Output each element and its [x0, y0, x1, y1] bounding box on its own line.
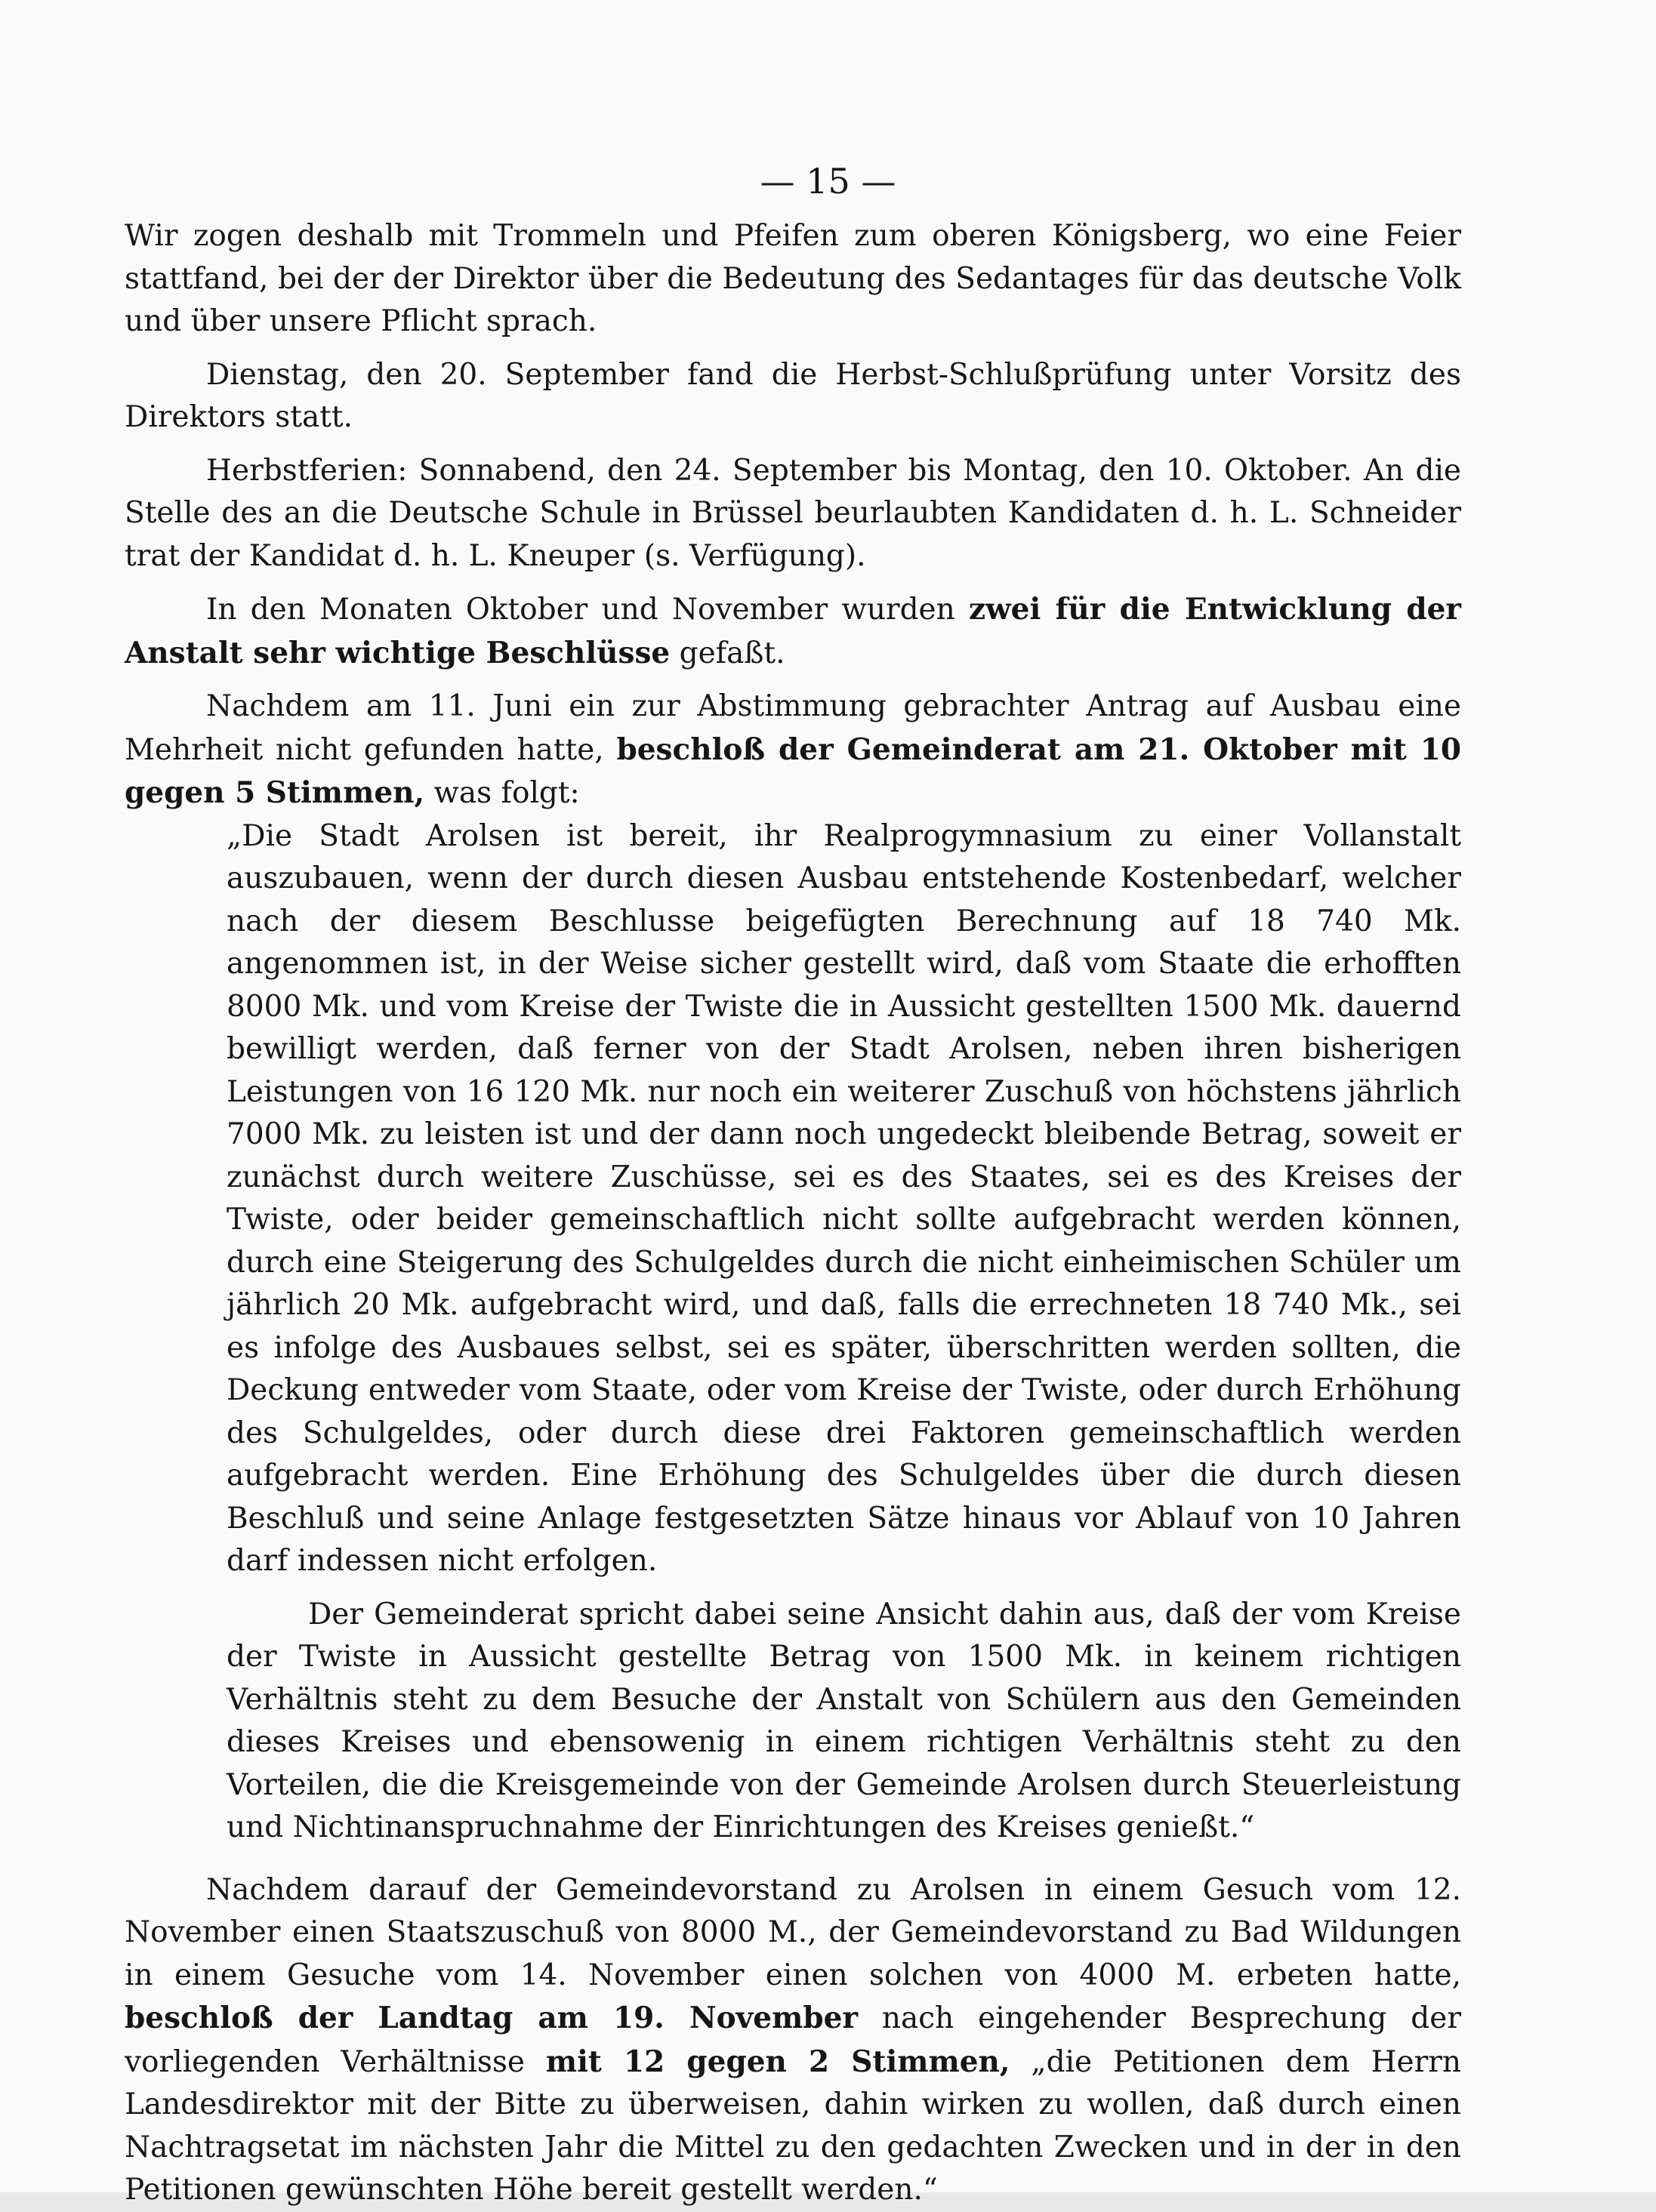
quote-paragraph-expansion: „Die Stadt Arolsen ist bereit, ihr Realprogymnasium zu einer Vollanstalt auszubauen, wenn der durch diesen Ausbau entstehende Kostenbedarf, welcher nach der diesem Beschlusse beigefügten Berechnung auf 18 740 Mk. angenommen ist, in der Weise sicher gestellt wird, daß vom Staate die erhofften 8000 Mk. und vom Kreise der Twiste die in Aussicht gestellten 1500 Mk. dauernd bewilligt werden, daß ferner von der Stadt Arolsen, neben ihren bisherigen Leistungen von 16 120 Mk. nur noch ein weiterer Zuschuß von höchstens jährlich 7000 Mk. zu leisten ist und der dann noch ungedeckt bleibende Betrag, soweit er zunächst durch weitere Zuschüsse, sei es des Staates, sei es des Kreises der Twiste, oder beider gemeinschaftlich nicht sollte aufgebracht werden können, durch eine Steigerung des Schulgeldes durch die nicht einheimischen Schüler um jährlich 20 Mk. aufgebracht wird, und daß, falls die errechneten 18 740 Mk., sei es infolge des Ausbaues selbst, sei es später, überschritten werden sollten, die Deckung entweder vom Staate, oder vom Kreise der Twiste, oder durch Erhöhung des Schulgeldes, oder durch diese drei Faktoren gemeinschaftlich werden aufgebracht werden. Eine Erhöhung des Schulgeldes über die durch diesen Beschluß und seine Anlage festgesetzten Sätze hinaus vor Ablauf von 10 Jahren darf indessen nicht erfolgen. [227, 818, 1461, 1578]
text-run: nach eingehender Besprechung der vorliegenden Verhältnisse [125, 2001, 1461, 2079]
text-run: Nachdem darauf der Gemeindevorstand zu Arolsen in einem Gesuch vom 12. November einen Staatszuschuß von 8000 M., der Gemeindevorstand zu Bad Wildungen in einem Gesuche vom 14. November einen solchen von 4000 M. erbeten hatte, [125, 1872, 1461, 1992]
paragraph-autumn-exam: Dienstag, den 20. September fand die Herbst-Schlußprüfung unter Vorsitz des Direktors statt. [125, 357, 1461, 434]
paragraph-landtag-resolution [125, 1869, 1461, 2212]
bold-text: beschloß der Gemeinderat am 21. Oktober mit 10 gegen 5 Stimmen, [125, 732, 1461, 810]
bold-text: beschloß der Landtag am 19. November [125, 2001, 858, 2035]
text-run: gefaßt. [670, 636, 785, 670]
paragraph-council-resolution [125, 685, 1461, 815]
text-run: was folgt: [424, 776, 580, 810]
page-number: — 15 — [760, 161, 896, 202]
resolution-quote [125, 815, 1461, 1850]
bold-text: zwei für die Entwicklung der Anstalt sehr wichtige Beschlüsse [125, 592, 1461, 670]
quote-paragraph-council-view: Der Gemeinderat spricht dabei seine Ansicht dahin aus, daß der vom Kreise der Twiste in Aussicht gestellte Betrag von 1500 Mk. in keinem richtigen Verhältnis steht zu dem Besuche der Anstalt von Schülern aus den Gemeinden dieses Kreises und ebensowenig in einem richtigen Verhältnis steht zu den Vorteilen, die die Kreisgemeinde von der Gemeinde Arolsen durch Steuerleistung und Nichtinanspruchnahme der Einrichtungen des Kreises genießt.“ [227, 1597, 1461, 1844]
paragraph-autumn-holidays: Herbstferien: Sonnabend, den 24. September bis Montag, den 10. Oktober. An die Stelle des an die Deutsche Schule in Brüssel beurlaubten Kandidaten d. h. L. Schneider trat der Kandidat d. h. L. Kneuper (s. Verfügung). [125, 453, 1461, 573]
paragraph-decisions [125, 588, 1461, 675]
text-run: „die Petitionen dem Herrn Landesdirektor mit der Bitte zu überweisen, dahin wirken zu wollen, daß durch einen Nachtragsetat im nächsten Jahr die Mittel zu den gedachten Zwecken und in der in den Petitionen gewünschten Höhe bereit gestellt werden.“ [125, 2044, 1461, 2207]
bold-text: mit 12 gegen 2 Stimmen, [545, 2044, 1010, 2079]
text-run: In den Monaten Oktober und November wurden [206, 593, 969, 627]
body-text [125, 215, 1461, 2212]
paragraph-sedan-celebration: Wir zogen deshalb mit Trommeln und Pfeifen zum oberen Königsberg, wo eine Feier stattfand, bei der der Direktor über die Bedeutung des Sedantages für das deutsche Volk und über unsere Pflicht sprach. [125, 219, 1461, 338]
text-run: Nachdem am 11. Juni ein zur Abstimmung gebrachter Antrag auf Ausbau eine Mehrheit nicht gefunden hatte, [125, 689, 1461, 767]
